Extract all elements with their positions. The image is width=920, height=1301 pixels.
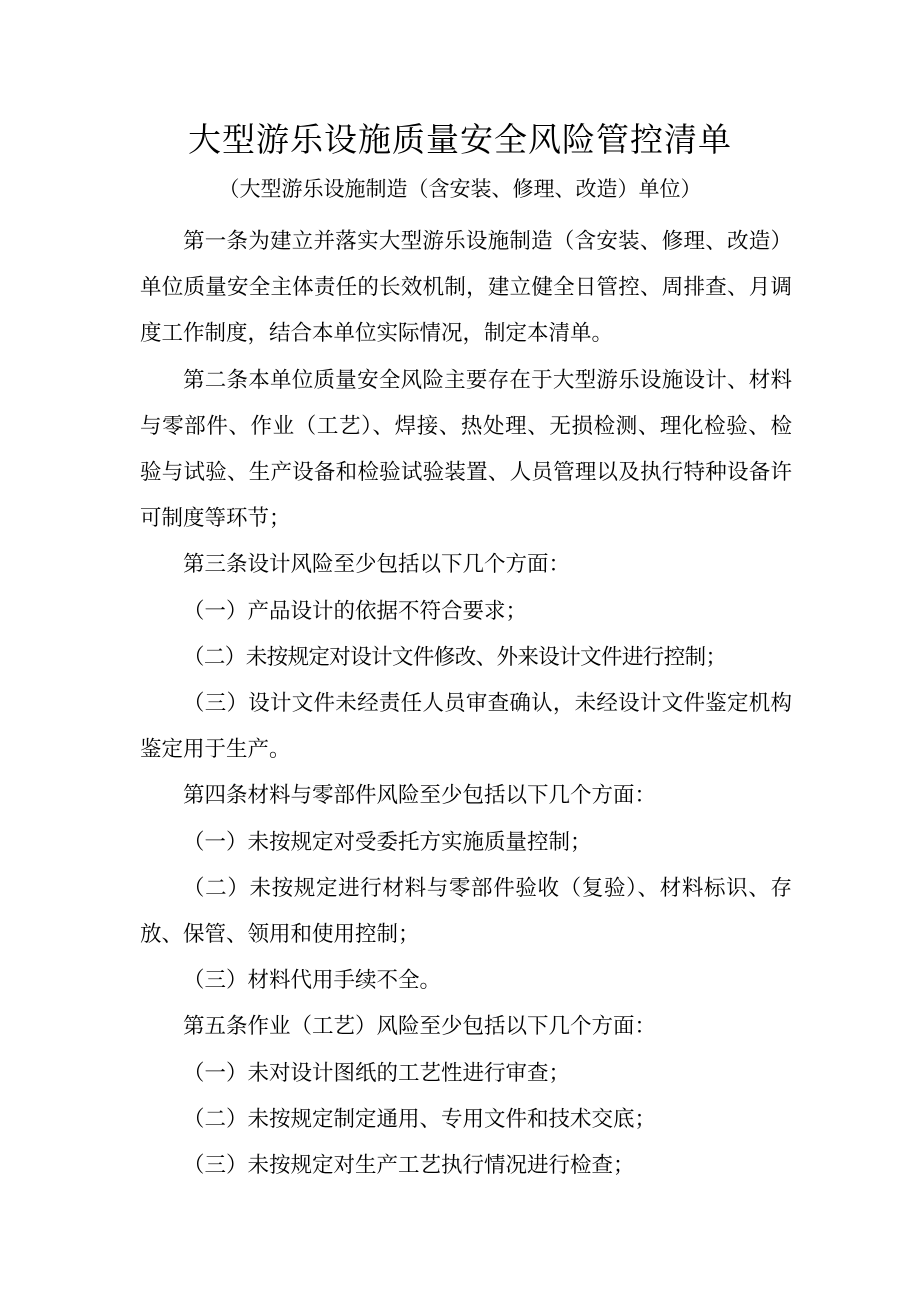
article-4-item-2: （二）未按规定进行材料与零部件验收（复验）、材料标识、存放、保管、领用和使用控制； <box>140 875 792 948</box>
document-body <box>140 219 792 1189</box>
article-5-item-3: （三）未按规定对生产工艺执行情况进行检查； <box>183 1153 635 1179</box>
article-3-item-2: （二）未按规定对设计文件修改、外来设计文件进行控制； <box>183 644 727 670</box>
document-subtitle: （大型游乐设施制造（含安装、修理、改造）单位） <box>218 177 702 201</box>
article-4: 第四条材料与零部件风险至少包括以下几个方面： <box>183 783 657 809</box>
article-4-item-1: （一）未按规定对受委托方实施质量控制； <box>183 829 592 855</box>
article-3: 第三条设计风险至少包括以下几个方面： <box>183 552 571 578</box>
article-3-item-3: （三）设计文件未经责任人员审查确认，未经设计文件鉴定机构鉴定用于生产。 <box>140 691 792 763</box>
document-title: 大型游乐设施质量安全风险管控清单 <box>188 120 732 159</box>
article-1: 第一条为建立并落实大型游乐设施制造（含安装、修理、改造）单位质量安全主体责任的长效机制，建立健全日管控、周排查、月调度工作制度，结合本单位实际情况，制定本清单。 <box>140 229 792 347</box>
article-5: 第五条作业（工艺）风险至少包括以下几个方面： <box>183 1014 657 1040</box>
article-2: 第二条本单位质量安全风险主要存在于大型游乐设施设计、材料与零部件、作业（工艺）、焊接、热处理、无损检测、理化检验、检验与试验、生产设备和检验试验装置、人员管理以及执行特种设备许可制度等环节； <box>140 367 792 532</box>
article-5-item-1: （一）未对设计图纸的工艺性进行审查； <box>183 1060 571 1086</box>
article-5-item-2: （二）未按规定制定通用、专用文件和技术交底； <box>183 1106 657 1132</box>
article-4-item-3: （三）材料代用手续不全。 <box>183 968 442 994</box>
article-3-item-1: （一）产品设计的依据不符合要求； <box>183 598 528 624</box>
